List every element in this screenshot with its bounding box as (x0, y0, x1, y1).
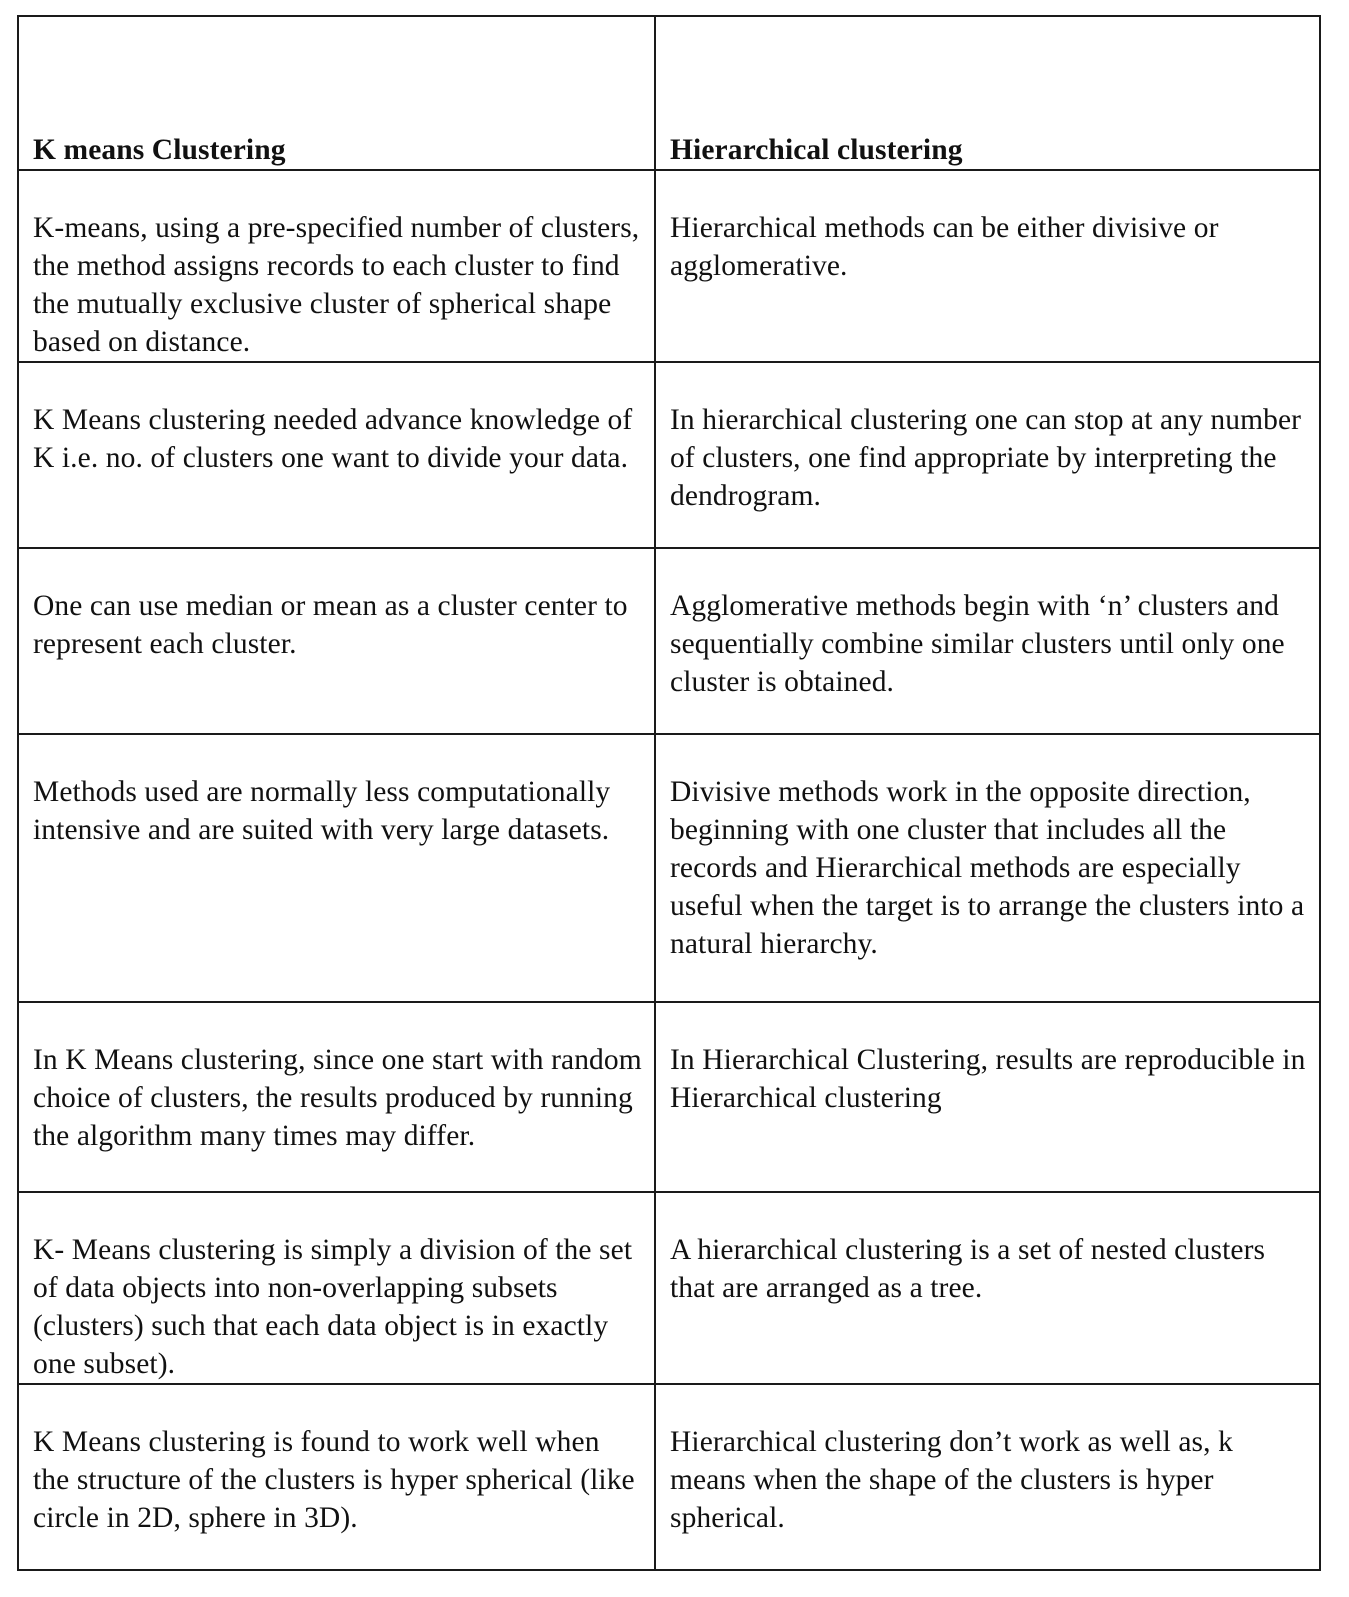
hierarchical-cell: In hierarchical clustering one can stop at any number of clusters, one find appropriate by interpreting the dendrogram. (655, 362, 1320, 548)
hierarchical-cell: A hierarchical clustering is a set of nested clusters that are arranged as a tree. (655, 1192, 1320, 1384)
kmeans-cell: In K Means clustering, since one start with random choice of clusters, the results produced by running the algorithm many times may differ. (18, 1002, 655, 1192)
comparison-table (17, 15, 1321, 1571)
hierarchical-cell: Hierarchical clustering don’t work as well as, k means when the shape of the clusters is hyper spherical. (655, 1384, 1320, 1570)
table-row (18, 1192, 1320, 1384)
table-row (18, 170, 1320, 362)
table-header-row (18, 16, 1320, 170)
hierarchical-cell: In Hierarchical Clustering, results are reproducible in Hierarchical clustering (655, 1002, 1320, 1192)
table-row (18, 548, 1320, 734)
kmeans-cell: K-means, using a pre-specified number of clusters, the method assigns records to each cluster to find the mutually exclusive cluster of spherical shape based on distance. (18, 170, 655, 362)
hierarchical-cell: Agglomerative methods begin with ‘n’ clusters and sequentially combine similar clusters until only one cluster is obtained. (655, 548, 1320, 734)
kmeans-cell: K- Means clustering is simply a division of the set of data objects into non-overlapping subsets (clusters) such that each data object is in exactly one subset). (18, 1192, 655, 1384)
header-hierarchical: Hierarchical clustering (655, 16, 1320, 170)
kmeans-cell: K Means clustering is found to work well when the structure of the clusters is hyper spherical (like circle in 2D, sphere in 3D). (18, 1384, 655, 1570)
kmeans-cell: K Means clustering needed advance knowledge of K i.e. no. of clusters one want to divide your data. (18, 362, 655, 548)
kmeans-cell: Methods used are normally less computationally intensive and are suited with very large datasets. (18, 734, 655, 1002)
table-row (18, 1384, 1320, 1570)
table-row (18, 734, 1320, 1002)
kmeans-cell: One can use median or mean as a cluster center to represent each cluster. (18, 548, 655, 734)
hierarchical-cell: Divisive methods work in the opposite direction, beginning with one cluster that includes all the records and Hierarchical methods are especially useful when the target is to arrange the clusters into a natural hierarchy. (655, 734, 1320, 1002)
hierarchical-cell: Hierarchical methods can be either divisive or agglomerative. (655, 170, 1320, 362)
header-kmeans: K means Clustering (18, 16, 655, 170)
table-row (18, 362, 1320, 548)
table-row (18, 1002, 1320, 1192)
